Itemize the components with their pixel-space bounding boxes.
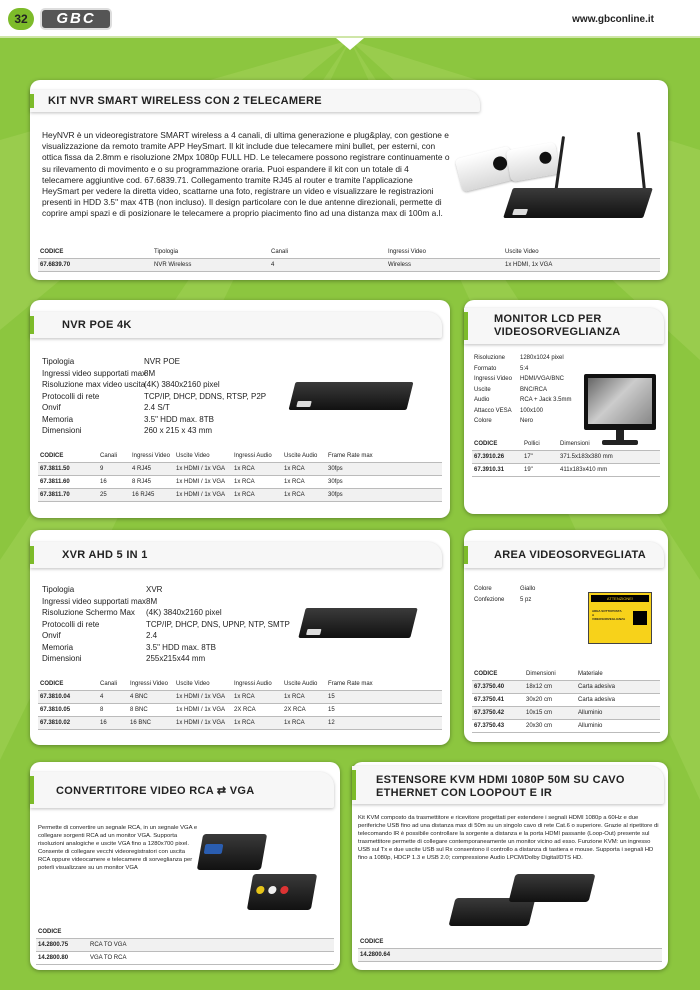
- table-cell: Carta adesiva: [576, 693, 660, 706]
- table-cell: 20x30 cm: [524, 719, 576, 732]
- spec-value: 8M: [146, 596, 158, 606]
- table-cell: 16 RJ45: [130, 488, 174, 501]
- column-header: CODICE: [38, 678, 98, 690]
- nvr-poe-product-image: [289, 382, 414, 410]
- table-cell: 67.3810.04: [38, 690, 98, 703]
- spec-label: Audio: [474, 397, 490, 403]
- table-cell: 67.3810.05: [38, 703, 98, 716]
- table-cell: 67.3811.70: [38, 488, 98, 501]
- table-cell: 30fps: [326, 462, 442, 475]
- kit-nvr-description: HeyNVR è un videoregistratore SMART wireless a 4 canali, di ultima generazione e plug&play, con gestione e visualizzazione da remoto tramite APP HeySmart. Il kit include due telecamere mini bullet, per esterni, con ottica fissa da 2.8mm e risoluzione 2Mpx 1080p FULL HD. Le telecamere possono registrare continuamente o su rilevamento di movimento e o su programmazione oraria. Puoi espandere il kit con un totale di 4 telecamere aggiuntive cod. 67.6839.71. Collegamento tramite RJ45 al router e tramite l'applicazione HeySmart per vedere la diretta video, scattarne una foto, registrare un video e visualizzare le registrazioni presenti in HDD 3.5" max 4TB (non incluso). Il design particolare con le due antenne direzionali, permette di coprire ampi spazi e di posizionare le telecamere a proprio piacimento fino ad una distanza max di 100m a.l.: [42, 130, 450, 219]
- antenna-right: [637, 132, 646, 192]
- converter-box-1: [197, 834, 267, 870]
- spec-label: Ingressi Video: [474, 376, 512, 382]
- spec-value: 5:4: [520, 365, 529, 372]
- table-cell: 14.2800.75: [36, 938, 88, 951]
- spec-label: Memoria: [42, 414, 74, 424]
- table-cell: 16: [98, 716, 128, 729]
- spec-value: 3.5" HDD max. 8TB: [146, 642, 216, 652]
- table-cell: 8: [98, 703, 128, 716]
- table-cell: 25: [98, 488, 130, 501]
- table-cell: 1x RCA: [282, 462, 326, 475]
- spec-value: 100x100: [520, 407, 544, 414]
- table-header-row: [472, 438, 660, 450]
- spec-value: 3.5" HDD max. 8TB: [144, 414, 214, 424]
- table-cell: 67.3750.41: [472, 693, 524, 706]
- spec-label: Dimensioni: [42, 426, 82, 435]
- table-cell: 1x HDMI / 1x VGA: [174, 703, 232, 716]
- spec-label: Formato: [474, 365, 497, 372]
- spec-label: Dimensioni: [42, 654, 82, 663]
- table-row: [36, 938, 334, 951]
- table-row: [472, 463, 660, 476]
- column-header: Frame Rate max: [326, 678, 442, 690]
- table-row: [38, 488, 442, 501]
- column-header: Uscite Video: [503, 246, 660, 258]
- nvr-poe-title-tab: [30, 312, 442, 338]
- monitor-title-tab: [464, 308, 664, 344]
- spec-label: Onvif: [42, 403, 61, 412]
- spec-label: Ingressi video supportati max: [42, 596, 147, 606]
- table-cell: 1x HDMI / 1x VGA: [174, 690, 232, 703]
- column-header: Materiale: [576, 668, 660, 680]
- column-header: Ingressi Video: [130, 450, 174, 462]
- spec-value: TCP/IP, DHCP, DNS, UPNP, NTP, SMTP: [146, 619, 290, 629]
- spec-label: Confezione: [474, 597, 505, 603]
- spec-label: Uscite: [474, 386, 491, 393]
- table-row: [38, 462, 442, 475]
- spec-label: Attacco VESA: [474, 407, 512, 414]
- page-number: 32: [8, 8, 34, 30]
- spec-label: Colore: [474, 418, 492, 424]
- table-row: [472, 680, 660, 693]
- table-header-row: [38, 246, 660, 258]
- table-cell: 16: [98, 475, 130, 488]
- kit-nvr-title-tab: [30, 90, 480, 112]
- kit-nvr-card: [30, 80, 668, 280]
- wireless-nvr-box: [503, 188, 653, 218]
- spec-label: Ingressi video supportati max: [42, 368, 147, 378]
- area-table: [472, 668, 660, 733]
- kvm-receiver: [509, 874, 596, 902]
- kvm-description: Kit KVM composto da trasmettitore e ricevitore progettati per estendere i segnali HDMI 1080p a 60Hz e due periferiche USB fino ad una distanza max di 50m su un singolo cavo di rete Cat.6 o superiore. Grazie al ripetitore di telecomando IR è possibile controllare la sorgente a distanza e la porta HDMI passante (Loop-Out) presente sul trasmettitore permette di collegare contemporaneamente un monitor vicino ad esso. Funzione KVM: un ingresso USB sul Tx e due uscite USB sul Rx consentono il controllo a distanza di tastiera e mouse. Supporta i segnali HD fino a 1080p, HDCP 1.3 e USB 2.0; compressione Audio LPCM/Dolby Digital/DTS HD.: [358, 815, 659, 861]
- spec-label: Risoluzione: [474, 355, 506, 361]
- column-header: Ingressi Audio: [232, 450, 282, 462]
- monitor-screen: [584, 374, 656, 430]
- column-header: Frame Rate max: [326, 450, 442, 462]
- column-header: Dimensioni: [558, 438, 660, 450]
- column-header: Tipologia: [152, 246, 269, 258]
- table-cell: 4: [98, 690, 128, 703]
- spec-value: 255x215x44 mm: [146, 654, 206, 663]
- table-cell: 1x HDMI / 1x VGA: [174, 462, 232, 475]
- table-cell: 4 BNC: [128, 690, 174, 703]
- column-header: CODICE: [358, 936, 662, 948]
- table-header-row: [38, 450, 442, 462]
- top-header-bar: [0, 0, 700, 38]
- table-cell: VGA TO RCA: [88, 951, 334, 964]
- table-cell: 8 RJ45: [130, 475, 174, 488]
- table-cell: 18x12 cm: [524, 680, 576, 693]
- table-cell: 1x HDMI / 1x VGA: [174, 475, 232, 488]
- table-cell: 12: [326, 716, 442, 729]
- converter-title-tab: [30, 772, 334, 808]
- table-cell: 30x20 cm: [524, 693, 576, 706]
- column-header: CODICE: [472, 438, 522, 450]
- xvr-table: [38, 678, 442, 730]
- spec-value: 5 pz: [520, 597, 532, 603]
- column-header: Dimensioni: [524, 668, 576, 680]
- website-link[interactable]: www.gbconline.it: [572, 14, 654, 25]
- table-cell: 67.6839.70: [38, 258, 152, 271]
- table-cell: 14.2800.64: [358, 948, 662, 961]
- table-cell: 1x RCA: [232, 488, 282, 501]
- monitor-table: [472, 438, 660, 477]
- spec-label: Colore: [474, 586, 492, 592]
- table-cell: 17": [522, 450, 558, 463]
- table-cell: 411x183x410 mm: [558, 463, 660, 476]
- table-cell: 67.3750.40: [472, 680, 524, 693]
- spec-value: RCA + Jack 3.5mm: [520, 397, 572, 403]
- table-cell: 67.3810.02: [38, 716, 98, 729]
- column-header: Pollici: [522, 438, 558, 450]
- table-cell: 371.5x183x380 mm: [558, 450, 660, 463]
- table-cell: 67.3811.60: [38, 475, 98, 488]
- table-cell: 15: [326, 703, 442, 716]
- table-header-row: [472, 668, 660, 680]
- spec-value: 1280x1024 pixel: [520, 355, 564, 361]
- table-cell: 2X RCA: [282, 703, 326, 716]
- table-cell: 1x HDMI / 1x VGA: [174, 716, 232, 729]
- table-cell: 67.3750.42: [472, 706, 524, 719]
- table-row: [38, 690, 442, 703]
- table-cell: 19": [522, 463, 558, 476]
- spec-value: (4K) 3840x2160 pixel: [144, 380, 220, 389]
- kit-nvr-table: [38, 246, 660, 272]
- camera-icon: [633, 611, 647, 625]
- table-cell: 4 RJ45: [130, 462, 174, 475]
- column-header: Uscite Video: [174, 450, 232, 462]
- table-cell: 15: [326, 690, 442, 703]
- sign-text: AREA SOTTOPOSTA A VIDEOSORVEGLIANZA: [592, 609, 626, 621]
- spec-label: Risoluzione Schermo Max: [42, 608, 135, 617]
- nvr-poe-table: [38, 450, 442, 502]
- table-cell: Wireless: [386, 258, 503, 271]
- spec-value: TCP/IP, DHCP, DDNS, RTSP, P2P: [144, 391, 267, 401]
- spec-value: BNC/RCA: [520, 386, 548, 393]
- monitor-title: MONITOR LCD PER VIDEOSORVEGLIANZA: [494, 313, 621, 338]
- table-row: [358, 948, 662, 961]
- xvr-specs: [42, 584, 292, 674]
- spec-value: HDMI/VGA/BNC: [520, 376, 565, 382]
- spec-value: (4K) 3840x2160 pixel: [146, 608, 222, 617]
- column-header: Ingressi Video: [128, 678, 174, 690]
- table-cell: NVR Wireless: [152, 258, 269, 271]
- area-specs: [474, 584, 564, 606]
- table-row: [472, 693, 660, 706]
- converter-title: CONVERTITORE VIDEO RCA ⇄ VGA: [56, 785, 255, 797]
- column-header: CODICE: [38, 246, 152, 258]
- xvr-title-tab: [30, 542, 442, 568]
- area-card: [464, 530, 668, 742]
- spec-label: Tipologia: [42, 585, 75, 594]
- xvr-card: [30, 530, 450, 745]
- column-header: CODICE: [36, 926, 88, 938]
- column-header: Ingressi Video: [386, 246, 503, 258]
- kvm-table: [358, 936, 662, 962]
- spec-value: XVR: [146, 585, 163, 594]
- column-header: Canali: [98, 678, 128, 690]
- spec-value: 260 x 215 x 43 mm: [144, 426, 213, 435]
- converter-card: [30, 762, 340, 970]
- spec-label: Memoria: [42, 642, 74, 652]
- table-cell: 67.3910.31: [472, 463, 522, 476]
- nvr-poe-specs: [42, 356, 282, 446]
- table-cell: 1x HDMI, 1x VGA: [503, 258, 660, 271]
- table-cell: Carta adesiva: [576, 680, 660, 693]
- gbc-logo: GBC: [40, 8, 112, 30]
- column-header: Canali: [98, 450, 130, 462]
- table-cell: 67.3811.50: [38, 462, 98, 475]
- table-header-row: [358, 936, 662, 948]
- table-header-row: [36, 926, 334, 938]
- nvr-poe-card: [30, 300, 450, 518]
- table-row: [38, 716, 442, 729]
- column-header: Uscite Audio: [282, 450, 326, 462]
- table-row: [38, 475, 442, 488]
- sign-header: ATTENZIONE!: [591, 595, 649, 602]
- column-header: CODICE: [472, 668, 524, 680]
- column-header: Ingressi Audio: [232, 678, 282, 690]
- table-cell: 30fps: [326, 475, 442, 488]
- column-header: CODICE: [38, 450, 98, 462]
- table-cell: Alluminio: [576, 706, 660, 719]
- area-title: AREA VIDEOSORVEGLIATA: [494, 549, 646, 561]
- column-header: [88, 926, 334, 938]
- monitor-card: [464, 300, 668, 514]
- xvr-title: XVR AHD 5 IN 1: [62, 549, 148, 561]
- table-cell: 1x RCA: [232, 462, 282, 475]
- column-header: Uscite Video: [174, 678, 232, 690]
- spec-value: 2.4 S/T: [144, 403, 170, 412]
- kit-nvr-title: KIT NVR SMART WIRELESS CON 2 TELECAMERE: [48, 95, 322, 107]
- spec-label: Risoluzione max video uscita: [42, 380, 146, 389]
- spec-label: Onvif: [42, 631, 61, 640]
- table-row: [38, 703, 442, 716]
- table-cell: RCA TO VGA: [88, 938, 334, 951]
- converter-description: Permette di convertire un segnale RCA, in un segnale VGA e collegare sorgenti RCA ad un monitor VGA. Supporta risoluzioni analogiche e uscite VGA fino a 1280x700 pixel. Consente di collegare vecchi videoregistratori con uscita RCA oppure videocamere e telecamere di sorveglianza per poterli visualizzare su un monitor VGA: [38, 825, 198, 871]
- header-notch: [336, 38, 364, 50]
- table-row: [472, 450, 660, 463]
- area-title-tab: [464, 542, 664, 568]
- spec-label: Protocolli di rete: [42, 391, 100, 401]
- table-cell: 16 BNC: [128, 716, 174, 729]
- column-header: Canali: [269, 246, 386, 258]
- table-cell: 67.3750.43: [472, 719, 524, 732]
- table-cell: 1x RCA: [232, 690, 282, 703]
- table-cell: 67.3910.26: [472, 450, 522, 463]
- converter-box-2: [247, 874, 317, 910]
- table-cell: 2X RCA: [232, 703, 282, 716]
- table-cell: 10x15 cm: [524, 706, 576, 719]
- spec-value: 2.4: [146, 631, 158, 640]
- table-cell: 4: [269, 258, 386, 271]
- table-cell: 9: [98, 462, 130, 475]
- table-cell: 1x RCA: [232, 475, 282, 488]
- table-cell: 1x HDMI / 1x VGA: [174, 488, 232, 501]
- table-cell: 8 BNC: [128, 703, 174, 716]
- spec-value: Giallo: [520, 586, 536, 592]
- surveillance-sign-image: [588, 592, 652, 644]
- table-header-row: [38, 678, 442, 690]
- spec-value: Nero: [520, 418, 534, 424]
- column-header: Uscite Audio: [282, 678, 326, 690]
- table-cell: 1x RCA: [282, 690, 326, 703]
- kvm-title-tab: [352, 766, 664, 804]
- monitor-specs: [474, 353, 584, 425]
- table-cell: Alluminio: [576, 719, 660, 732]
- spec-label: Protocolli di rete: [42, 619, 100, 629]
- spec-value: NVR POE: [144, 357, 181, 366]
- kvm-card: [352, 762, 668, 970]
- spec-value: 8M: [144, 368, 156, 378]
- table-row: [36, 951, 334, 964]
- bullet-camera-2: [506, 142, 561, 182]
- xvr-product-image: [298, 608, 417, 638]
- converter-table: [36, 926, 334, 965]
- table-row: [38, 258, 660, 271]
- table-cell: 1x RCA: [282, 488, 326, 501]
- table-cell: 30fps: [326, 488, 442, 501]
- table-cell: 1x RCA: [232, 716, 282, 729]
- table-cell: 14.2800.80: [36, 951, 88, 964]
- spec-label: Tipologia: [42, 357, 75, 366]
- kvm-title: ESTENSORE KVM HDMI 1080P 50M SU CAVO ETHERNET CON LOOPOUT E IR: [376, 774, 625, 799]
- table-row: [472, 719, 660, 732]
- nvr-poe-title: NVR POE 4K: [62, 319, 132, 331]
- table-cell: 1x RCA: [282, 475, 326, 488]
- kvm-transmitter: [449, 898, 536, 926]
- table-row: [472, 706, 660, 719]
- table-cell: 1x RCA: [282, 716, 326, 729]
